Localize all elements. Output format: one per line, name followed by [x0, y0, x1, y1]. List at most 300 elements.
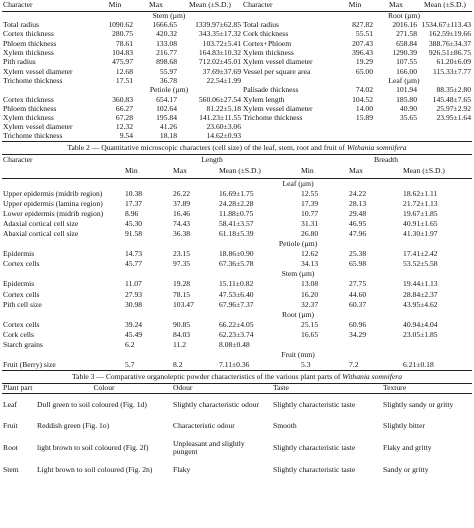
section-title: Leaf (µm) — [282, 178, 314, 188]
table-cell: 23.60±3.06 — [206, 122, 241, 132]
table-3-header-row — [2, 383, 472, 393]
table-cell: 46.95 — [349, 218, 367, 228]
section-title: Stem (µm) — [281, 269, 315, 279]
row-label: Total radius — [243, 20, 279, 30]
table-row — [2, 459, 472, 481]
col-header-length: Length — [201, 154, 223, 164]
section-row — [2, 269, 472, 279]
table-cell: 104.52 — [352, 94, 373, 104]
table-2-caption — [0, 142, 474, 154]
table-cell: 8.96 — [125, 208, 139, 218]
table-row — [2, 39, 472, 48]
section-row — [2, 309, 472, 319]
table-row — [2, 113, 472, 122]
table-cell: Sandy or gritty — [383, 465, 429, 475]
table-cell: 8.08±0.48 — [219, 340, 250, 349]
table-1-body — [2, 11, 472, 141]
table-cell: 23.95±1.64 — [436, 113, 471, 123]
empty-cell — [2, 350, 124, 360]
table-cell: 6.2 — [125, 340, 135, 349]
row-label: Xylem thickness — [243, 48, 294, 58]
table-cell: 28.84±2.37 — [403, 289, 438, 299]
table-cell: 29.48 — [349, 208, 367, 218]
table-cell: 36.78 — [159, 76, 177, 85]
table-cell: 12.62 — [301, 249, 319, 259]
table-cell: 1090.62 — [108, 20, 133, 30]
col-header: Min — [108, 0, 122, 10]
sub-header: Mean (±S.D.) — [403, 166, 445, 176]
table-cell: 17.41±2.42 — [403, 249, 438, 259]
table-cell: Characteristic odour — [173, 421, 235, 431]
table-cell: 53.52±5.58 — [403, 259, 438, 269]
table-cell: 11.2 — [173, 340, 187, 349]
col-header: Colour — [93, 383, 115, 393]
table-cell: 27.75 — [349, 279, 367, 289]
table-cell: 74.02 — [355, 85, 373, 95]
empty-cell — [374, 132, 418, 141]
table-cell: 13.08 — [301, 279, 319, 289]
row-label: Cortex cells — [3, 319, 40, 329]
section-row — [2, 178, 472, 188]
table-cell: 654.17 — [156, 94, 177, 104]
row-label: Xylem length — [243, 94, 285, 104]
table-cell: 14.73 — [125, 249, 143, 259]
empty-cell — [242, 123, 336, 132]
table-row — [2, 30, 472, 39]
table-cell: 1534.67±113.43 — [421, 20, 471, 30]
table-cell: 91.58 — [125, 228, 143, 238]
row-label: Cortex cells — [3, 289, 40, 299]
row-label: Trichome thickness — [3, 76, 63, 85]
row-label: Trichome thickness — [3, 131, 63, 141]
table-cell: 45.49 — [125, 329, 143, 339]
table-cell — [348, 340, 402, 350]
table-cell: Dull green to soil coloured (Fig. 1d) — [37, 399, 147, 409]
table-cell: Slightly sandy or gritty — [383, 399, 454, 409]
table-cell: 8.2 — [173, 359, 183, 369]
row-label: Pith radius — [3, 57, 36, 67]
caption-text: Table 2 — Quantitative microscopic characters (cell size) of the leaf, stem, root and fruit of — [67, 142, 347, 152]
table-row — [2, 299, 472, 309]
section-title: Petiole (µm) — [149, 85, 189, 95]
row-label: Cortex cells — [3, 259, 40, 269]
row-label: Upper epidermis (lamina region) — [3, 198, 103, 208]
table-cell: 37.89 — [173, 198, 191, 208]
section-title: Stem (µm) — [152, 11, 186, 21]
table-row — [2, 415, 472, 437]
col-header: Odour — [173, 383, 193, 393]
table-2-header-row — [2, 154, 472, 164]
table-cell: 18.86±0.90 — [219, 249, 254, 259]
table-cell: light brown to soil coloured (Fig. 2f) — [37, 443, 149, 453]
table-cell: 560.06±27.54 — [198, 94, 241, 104]
sub-header: Min — [125, 166, 138, 176]
table-cell: 6.21±0.18 — [403, 359, 434, 369]
empty-cell — [2, 178, 124, 188]
table-cell: 145.48±7.65 — [432, 94, 471, 104]
section-title: Petiole (µm) — [278, 239, 318, 249]
table-cell: 24.22 — [349, 188, 367, 198]
table-cell: 25.15 — [301, 319, 319, 329]
table-cell: 78.61 — [115, 38, 133, 48]
row-label: Abaxial cortical cell size — [3, 228, 79, 238]
table-row — [2, 320, 472, 330]
row-label: Xylem vessel diameter — [243, 57, 313, 67]
table-cell: 19.29 — [355, 57, 373, 67]
table-row — [2, 104, 472, 113]
table-cell: 658.84 — [396, 38, 417, 48]
table-cell: 7.11±0.36 — [219, 359, 250, 369]
col-header: Plant part — [3, 383, 33, 393]
empty-cell — [418, 123, 472, 132]
table-row — [2, 289, 472, 299]
col-header: Character — [243, 0, 273, 10]
table-cell: 14.00 — [355, 103, 373, 113]
row-label: Phloem thickness — [3, 103, 57, 113]
table-cell: 67.28 — [115, 113, 133, 123]
table-cell: 90.85 — [173, 319, 191, 329]
table-cell: 827.82 — [352, 20, 373, 30]
table-cell: Slightly characteristic taste — [273, 465, 356, 475]
row-label: Cork thickness — [243, 29, 289, 39]
col-header-character: Character — [3, 154, 33, 164]
section-row — [2, 239, 472, 249]
row-label: Stem — [3, 465, 19, 475]
table-cell: 40.94±4.04 — [403, 319, 438, 329]
col-header: Mean (±S.D.) — [424, 0, 466, 10]
table-cell: 420.32 — [156, 29, 177, 39]
row-label: Xylem vessel diameter — [3, 122, 73, 132]
table-cell: 23.05±1.85 — [403, 329, 438, 339]
table-cell: Unpleasant and slightly pungent — [173, 439, 245, 457]
table-cell: 475.97 — [112, 57, 133, 67]
row-label: Leaf — [3, 399, 17, 409]
table-cell: 67.96±7.37 — [219, 299, 254, 309]
table-3 — [2, 383, 472, 482]
caption-species: Withania somnifera — [346, 142, 407, 152]
table-cell: Slightly characteristic taste — [273, 399, 356, 409]
row-label: Pith cell size — [3, 299, 42, 309]
table-cell: 216.77 — [156, 48, 177, 58]
row-label: Xylem thickness — [3, 48, 54, 58]
table-row — [2, 393, 472, 415]
col-header: Texture — [383, 383, 407, 393]
table-cell: 25.97±2.92 — [436, 103, 471, 113]
table-cell: 41.30±1.97 — [403, 228, 438, 238]
table-cell: 37.69±37.69 — [202, 66, 241, 76]
table-cell: 45.77 — [125, 259, 143, 269]
table-cell: 101.94 — [396, 85, 417, 95]
table-cell: 40.91±1.65 — [403, 218, 438, 228]
table-cell: Slightly bitter — [383, 421, 425, 431]
row-label: Total radius — [3, 20, 39, 30]
table-cell: 60.37 — [349, 299, 367, 309]
table-row — [2, 188, 472, 198]
table-row — [2, 132, 472, 141]
table-cell: 12.55 — [301, 188, 319, 198]
table-cell: 40.90 — [399, 103, 417, 113]
row-label: Fruit (Berry) size — [3, 359, 56, 369]
table-cell: 23.15 — [173, 249, 191, 259]
sub-header: Max — [173, 166, 187, 176]
table-cell: 32.37 — [301, 299, 319, 309]
col-header: Character — [3, 0, 33, 10]
table-row — [2, 11, 472, 20]
row-label: Xylem vessel diameter — [243, 103, 313, 113]
table-row — [2, 67, 472, 76]
table-cell: 19.67±1.85 — [403, 208, 438, 218]
table-row — [2, 219, 472, 229]
table-cell: 97.35 — [173, 259, 191, 269]
table-cell: 65.98 — [349, 259, 367, 269]
table-cell: 1290.39 — [392, 48, 417, 58]
table-cell: Smooth — [273, 421, 297, 431]
table-cell: Reddish green (Fig. 1o) — [37, 421, 110, 431]
table-row — [2, 48, 472, 57]
table-cell: Slightly characteristic taste — [273, 443, 356, 453]
table-cell: 11.07 — [125, 279, 142, 289]
table-row — [2, 360, 472, 370]
table-cell: 133.08 — [156, 38, 177, 48]
table-row — [2, 198, 472, 208]
section-title: Root (µm) — [282, 309, 315, 319]
empty-cell — [242, 11, 336, 20]
table-row — [2, 20, 472, 29]
table-row — [2, 249, 472, 259]
row-label: Cork cells — [3, 329, 35, 339]
table-cell: 271.58 — [396, 29, 417, 39]
col-header-breadth: Breadth — [374, 154, 399, 164]
table-cell: 18.18 — [159, 131, 177, 141]
table-cell: 62.23±3.74 — [219, 329, 254, 339]
section-title: Root (µm) — [387, 11, 420, 21]
empty-cell — [2, 85, 96, 94]
table-cell: 343.35±17.32 — [198, 29, 241, 39]
table-cell: 34.29 — [349, 329, 367, 339]
table-cell: 10.38 — [125, 188, 143, 198]
table-cell: 25.38 — [349, 249, 367, 259]
empty-cell — [242, 76, 336, 85]
table-cell: 41.26 — [159, 122, 177, 132]
col-header: Mean (±S.D.) — [189, 0, 231, 10]
table-cell: 88.35±2.80 — [436, 85, 471, 95]
empty-cell — [2, 309, 124, 319]
table-cell: 5.3 — [301, 359, 311, 369]
table-cell: 66.27 — [115, 103, 133, 113]
table-cell: 280.75 — [112, 29, 133, 39]
table-cell: 16.20 — [301, 289, 319, 299]
table-cell: 12.32 — [115, 122, 133, 132]
table-cell: 195.84 — [156, 113, 177, 123]
table-row — [2, 259, 472, 269]
table-cell: 35.65 — [399, 113, 417, 123]
empty-cell — [2, 11, 96, 20]
caption-species: Withania somnifera — [342, 371, 402, 381]
table-cell: 1666.65 — [152, 20, 177, 30]
empty-cell — [336, 123, 374, 132]
table-row — [2, 123, 472, 132]
section-title: Leaf (µm) — [388, 76, 420, 85]
table-cell: 11.88±0.75 — [219, 208, 254, 218]
table-cell: 107.55 — [396, 57, 417, 67]
table-cell: 16.65 — [301, 329, 319, 339]
table-cell: 164.83±10.32 — [198, 48, 241, 58]
sub-header: Min — [301, 166, 314, 176]
table-cell: 141.23±11.55 — [199, 113, 241, 123]
table-cell: 18.62±1.11 — [403, 188, 438, 198]
row-label: Starch grains — [3, 340, 43, 349]
row-label: Palisade thickness — [243, 85, 299, 95]
table-cell: 24.28±2.28 — [219, 198, 254, 208]
table-row — [2, 279, 472, 289]
table-row — [2, 85, 472, 94]
table-cell: Light brown to soil coloured (Fig. 2n) — [37, 465, 153, 475]
table-cell: 28.13 — [349, 198, 367, 208]
table-cell: 60.96 — [349, 319, 367, 329]
row-label: Epidermis — [3, 279, 35, 289]
row-label: Vessel per square area — [243, 66, 311, 76]
table-cell: 162.59±19.66 — [428, 29, 471, 39]
table-cell: 5.7 — [125, 359, 135, 369]
row-label: Cortex thickness — [3, 94, 54, 104]
row-label: Cortex+Phloem — [243, 38, 292, 48]
table-row — [2, 229, 472, 239]
row-label: Xylem thickness — [3, 113, 54, 123]
row-label: Xylem vessel diameter — [3, 66, 73, 76]
row-label: Root — [3, 443, 18, 453]
table-row — [2, 76, 472, 85]
table-cell: Flaky and gritty — [383, 443, 432, 453]
table-cell: 15.89 — [355, 113, 373, 123]
table-cell: 22.54±1.99 — [206, 76, 241, 85]
row-label: Adaxial cortical cell size — [3, 218, 79, 228]
table-cell — [402, 340, 472, 350]
table-cell: 19.28 — [173, 279, 191, 289]
empty-cell — [242, 132, 336, 141]
table-row — [2, 95, 472, 104]
row-label: Lower epidermis (midrib region) — [3, 208, 104, 218]
table-cell: 47.96 — [349, 228, 367, 238]
table-cell: 2016.16 — [392, 20, 417, 30]
caption-text: Table 3 — Comparative organoleptic powder characteristics of the various plant parts of — [72, 371, 343, 381]
table-cell: 30.98 — [125, 299, 143, 309]
table-cell: 360.83 — [112, 94, 133, 104]
table-cell: 166.00 — [396, 66, 417, 76]
table-cell: 16.46 — [173, 208, 191, 218]
table-cell — [300, 340, 348, 350]
table-cell: 10.77 — [301, 208, 319, 218]
table-2-subheader-row — [2, 164, 472, 178]
table-cell: 58.41±3.57 — [219, 218, 254, 228]
table-cell: 61.20±6.09 — [436, 57, 471, 67]
table-cell: 39.24 — [125, 319, 143, 329]
table-cell: 78.15 — [173, 289, 191, 299]
row-label: Fruit — [3, 421, 18, 431]
col-header: Taste — [273, 383, 289, 393]
empty-cell — [2, 239, 124, 249]
table-cell: 36.38 — [173, 228, 191, 238]
table-cell: 207.43 — [352, 38, 373, 48]
table-cell: 81.22±5.18 — [206, 103, 241, 113]
table-cell: 17.37 — [125, 198, 143, 208]
row-label: Trichome thickness — [243, 113, 303, 123]
empty-cell — [374, 123, 418, 132]
table-cell: 26.80 — [301, 228, 319, 238]
sub-header: Max — [349, 166, 363, 176]
table-row — [2, 437, 472, 459]
table-cell: 19.44±1.13 — [403, 279, 438, 289]
table-cell: 712.02±45.01 — [198, 57, 241, 67]
table-1-header-row — [2, 0, 472, 11]
table-row — [2, 340, 472, 350]
empty-cell — [2, 269, 124, 279]
table-cell: 15.11±0.82 — [219, 279, 254, 289]
table-cell: 67.36±5.78 — [219, 259, 254, 269]
table-cell: 55.97 — [159, 66, 177, 76]
table-cell: 115.33±7.77 — [432, 66, 471, 76]
table-cell: 26.22 — [173, 188, 191, 198]
table-row — [2, 209, 472, 219]
table-3-caption — [0, 371, 474, 383]
section-row — [2, 350, 472, 360]
table-cell: 14.62±0.93 — [206, 131, 241, 141]
table-cell: 74.43 — [173, 218, 191, 228]
table-cell: 43.95±4.62 — [403, 299, 438, 309]
table-cell: 1339.97±62.85 — [195, 20, 241, 30]
table-cell: 47.53±6.40 — [219, 289, 254, 299]
row-label: Phloem thickness — [3, 38, 57, 48]
col-header: Min — [348, 0, 362, 10]
table-cell: 65.00 — [355, 66, 373, 76]
section-title: Fruit (mm) — [281, 350, 315, 360]
table-cell: 9.54 — [119, 131, 133, 141]
table-cell: 396.43 — [352, 48, 373, 58]
empty-cell — [336, 132, 374, 141]
table-cell: 898.68 — [156, 57, 177, 67]
table-cell: 66.22±4.05 — [219, 319, 254, 329]
table-cell: 16.69±1.75 — [219, 188, 254, 198]
table-cell: 17.39 — [301, 198, 319, 208]
table-cell: 31.31 — [301, 218, 319, 228]
sub-header: Mean (±S.D.) — [219, 166, 261, 176]
table-cell: 61.18±5.39 — [219, 228, 254, 238]
table-row — [2, 330, 472, 340]
table-cell: 21.72±1.13 — [403, 198, 438, 208]
table-cell: Flaky — [173, 465, 191, 475]
table-cell: 27.93 — [125, 289, 143, 299]
row-label: Cortex thickness — [3, 29, 54, 39]
table-cell: 34.13 — [301, 259, 319, 269]
row-label: Upper epidermis (midrib region) — [3, 188, 103, 198]
table-cell: 103.47 — [173, 299, 194, 309]
table-cell: 185.80 — [396, 94, 417, 104]
table-cell: 55.51 — [355, 29, 373, 39]
table-cell: 45.30 — [125, 218, 143, 228]
table-cell: 84.03 — [173, 329, 191, 339]
empty-cell — [418, 132, 472, 141]
table-cell: 12.68 — [115, 66, 133, 76]
table-2 — [2, 154, 472, 371]
table-cell: 103.72±5.41 — [202, 38, 241, 48]
table-row — [2, 57, 472, 66]
table-cell: 7.2 — [349, 359, 359, 369]
table-cell: 44.60 — [349, 289, 367, 299]
table-cell: 926.51±86.75 — [428, 48, 471, 58]
table-cell: Slightly characteristic odour — [173, 399, 260, 409]
col-header: Max — [389, 0, 403, 10]
table-cell: 102.64 — [156, 103, 177, 113]
table-1 — [2, 0, 472, 142]
